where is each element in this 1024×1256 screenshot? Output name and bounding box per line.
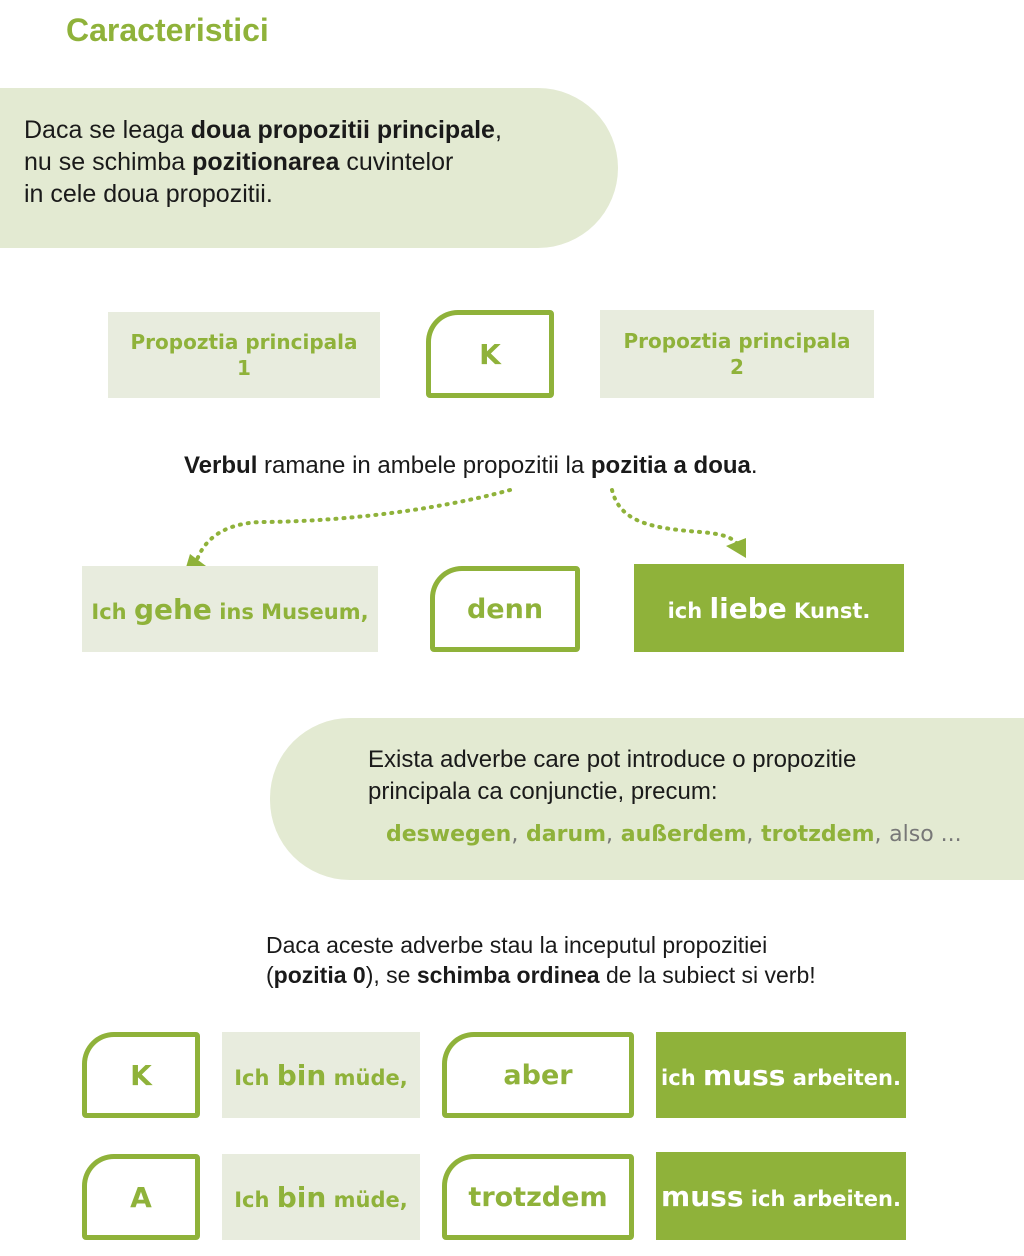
example3-clause-1: Ich bin müde, [222,1154,420,1240]
example2-clause-2: ich muss arbeiten. [656,1032,906,1118]
adverb-text: Exista adverbe care pot introduce o propozitie principala ca conjunctie, precum: [368,746,857,805]
clause-2-box: Propoztia principala 2 [600,310,874,398]
example3-conjunction: trotzdem [442,1154,634,1240]
conjunction-k-box: K [426,310,554,398]
example2-clause-1: Ich bin müde, [222,1032,420,1118]
example1-clause-1: Ich gehe ins Museum, [82,566,378,652]
example2-tag: K [82,1032,200,1118]
order-note: Daca aceste adverbe stau la inceputul propozitiei (pozitia 0), se schimba ordinea de la subiect si verb! [266,932,816,988]
example1-conjunction: denn [430,566,580,652]
adverb-list: deswegen, darum, außerdem, trotzdem, also ... [386,822,962,847]
arrow-head-right-icon [726,538,746,558]
page-title: Caracteristici [66,12,269,48]
example2-conjunction: aber [442,1032,634,1118]
example3-tag: A [82,1154,200,1240]
example1-clause-2: ich liebe Kunst. [634,564,904,652]
intro-bold-1: doua propozitii principale [190,116,495,144]
clause-1-box: Propoztia principala 1 [108,312,380,398]
intro-bold-2: pozitionarea [192,148,340,176]
verb-note: Verbul ramane in ambele propozitii la pozitia a doua. [184,452,758,479]
intro-text: Daca se leaga doua propozitii principale, nu se schimba pozitionarea cuvintelor in cele doua propozitii. [24,116,502,208]
example3-clause-2: muss ich arbeiten. [656,1152,906,1240]
